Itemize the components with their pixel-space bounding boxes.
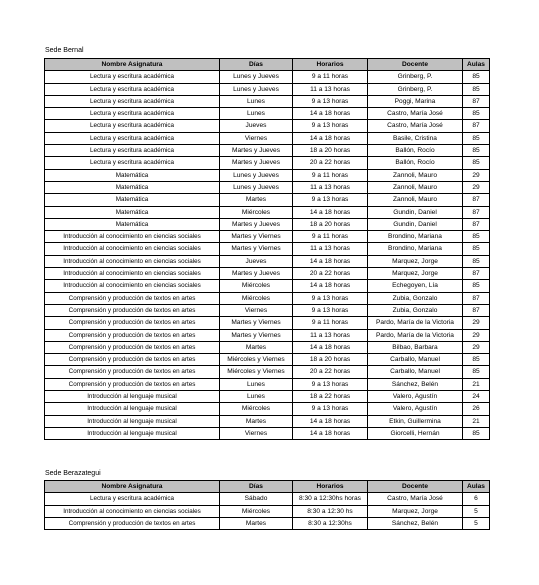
cell-schedule: 8:30 a 12:30 hs (293, 505, 368, 517)
cell-subject: Introducción al conocimiento en ciencias sociales (45, 280, 220, 292)
cell-schedule: 18 a 22 horas (293, 391, 368, 403)
cell-teacher: Sánchez, Belén (368, 378, 463, 390)
cell-schedule: 20 a 22 horas (293, 268, 368, 280)
cell-subject: Matemática (45, 181, 220, 193)
cell-teacher: Marquez, Jorge (368, 268, 463, 280)
cell-classroom: 85 (463, 145, 490, 157)
cell-subject: Matemática (45, 169, 220, 181)
cell-days: Martes y Viernes (220, 329, 293, 341)
cell-teacher: Zubia, Gonzalo (368, 304, 463, 316)
cell-schedule: 14 a 18 horas (293, 108, 368, 120)
cell-days: Miércoles y Viernes (220, 354, 293, 366)
table-header-row (45, 481, 490, 493)
cell-subject: Comprensión y producción de textos en artes (45, 366, 220, 378)
cell-classroom: 85 (463, 280, 490, 292)
table-row (45, 366, 490, 378)
cell-schedule: 9 a 13 horas (293, 378, 368, 390)
cell-schedule: 8:30 a 12:30hs (293, 517, 368, 529)
cell-subject: Comprensión y producción de textos en artes (45, 317, 220, 329)
cell-days: Martes y Viernes (220, 317, 293, 329)
cell-schedule: 18 a 20 horas (293, 218, 368, 230)
table-row (45, 354, 490, 366)
table-row (45, 132, 490, 144)
cell-subject: Introducción al conocimiento en ciencias sociales (45, 268, 220, 280)
table-row (45, 341, 490, 353)
cell-teacher: Pardo, María de la Victoria (368, 329, 463, 341)
cell-schedule: 11 a 13 horas (293, 243, 368, 255)
cell-teacher: Pardo, María de la Victoria (368, 317, 463, 329)
cell-schedule: 9 a 13 horas (293, 95, 368, 107)
cell-classroom: 85 (463, 255, 490, 267)
table-row (45, 304, 490, 316)
col-header-schedule: Horarios (293, 481, 368, 493)
cell-classroom: 87 (463, 206, 490, 218)
table-row (45, 194, 490, 206)
table-row (45, 218, 490, 230)
cell-days: Martes y Jueves (220, 218, 293, 230)
cell-subject: Lectura y escritura académica (45, 157, 220, 169)
cell-schedule: 14 a 18 horas (293, 132, 368, 144)
cell-days: Jueves (220, 255, 293, 267)
cell-days: Lunes y Jueves (220, 181, 293, 193)
cell-classroom: 26 (463, 403, 490, 415)
table-body (45, 493, 490, 530)
cell-days: Martes y Viernes (220, 231, 293, 243)
table-row (45, 231, 490, 243)
cell-schedule: 9 a 13 horas (293, 304, 368, 316)
cell-subject: Introducción al lenguaje musical (45, 391, 220, 403)
col-header-teacher: Docente (368, 59, 463, 71)
cell-days: Martes y Viernes (220, 243, 293, 255)
cell-days: Viernes (220, 304, 293, 316)
cell-classroom: 85 (463, 157, 490, 169)
cell-schedule: 9 a 13 horas (293, 292, 368, 304)
cell-schedule: 14 a 18 horas (293, 341, 368, 353)
cell-classroom: 87 (463, 120, 490, 132)
table-row (45, 378, 490, 390)
table-row (45, 255, 490, 267)
col-header-days: Días (220, 59, 293, 71)
cell-teacher: Zannoli, Mauro (368, 194, 463, 206)
cell-subject: Matemática (45, 206, 220, 218)
cell-classroom: 85 (463, 231, 490, 243)
cell-teacher: Gundin, Daniel (368, 206, 463, 218)
cell-teacher: Brondino, Mariana (368, 231, 463, 243)
cell-days: Martes (220, 517, 293, 529)
cell-classroom: 29 (463, 329, 490, 341)
cell-classroom: 85 (463, 108, 490, 120)
cell-classroom: 24 (463, 391, 490, 403)
cell-teacher: Zannoli, Mauro (368, 169, 463, 181)
cell-teacher: Sánchez, Belén (368, 517, 463, 529)
cell-teacher: Marquez, Jorge (368, 505, 463, 517)
section-title-bernal: Sede Bernal (45, 47, 84, 54)
table-row (45, 206, 490, 218)
cell-teacher: Valero, Agustín (368, 391, 463, 403)
cell-subject: Introducción al lenguaje musical (45, 415, 220, 427)
cell-schedule: 14 a 18 horas (293, 255, 368, 267)
cell-teacher: Carballo, Manuel (368, 366, 463, 378)
cell-days: Lunes (220, 391, 293, 403)
cell-days: Martes y Jueves (220, 268, 293, 280)
cell-days: Lunes y Jueves (220, 71, 293, 83)
table-row (45, 329, 490, 341)
cell-classroom: 87 (463, 95, 490, 107)
col-header-classroom: Aulas (463, 481, 490, 493)
table-row (45, 280, 490, 292)
cell-classroom: 29 (463, 169, 490, 181)
table-row (45, 403, 490, 415)
cell-days: Lunes y Jueves (220, 169, 293, 181)
table-row (45, 243, 490, 255)
cell-classroom: 85 (463, 71, 490, 83)
cell-classroom: 87 (463, 218, 490, 230)
cell-schedule: 11 a 13 horas (293, 83, 368, 95)
cell-days: Lunes (220, 108, 293, 120)
table-row (45, 169, 490, 181)
cell-days: Miércoles (220, 206, 293, 218)
cell-schedule: 14 a 18 horas (293, 206, 368, 218)
cell-schedule: 11 a 13 horas (293, 329, 368, 341)
cell-teacher: Etkin, Guillermina (368, 415, 463, 427)
cell-subject: Lectura y escritura académica (45, 132, 220, 144)
cell-subject: Lectura y escritura académica (45, 108, 220, 120)
cell-classroom: 85 (463, 354, 490, 366)
cell-classroom: 6 (463, 493, 490, 505)
cell-teacher: Castro, María José (368, 108, 463, 120)
cell-schedule: 14 a 18 horas (293, 427, 368, 439)
table-row (45, 317, 490, 329)
cell-subject: Comprensión y producción de textos en artes (45, 329, 220, 341)
cell-teacher: Zubia, Gonzalo (368, 292, 463, 304)
cell-teacher: Bilbao, Barbara (368, 341, 463, 353)
cell-classroom: 87 (463, 268, 490, 280)
cell-classroom: 29 (463, 341, 490, 353)
cell-days: Miércoles (220, 292, 293, 304)
cell-classroom: 85 (463, 427, 490, 439)
schedule-table-berazategui (44, 480, 490, 530)
table-row (45, 83, 490, 95)
cell-classroom: 5 (463, 517, 490, 529)
cell-days: Martes (220, 415, 293, 427)
cell-days: Lunes (220, 378, 293, 390)
cell-teacher: Carballo, Manuel (368, 354, 463, 366)
cell-subject: Lectura y escritura académica (45, 145, 220, 157)
cell-subject: Comprensión y producción de textos en artes (45, 517, 220, 529)
cell-schedule: 18 a 20 horas (293, 354, 368, 366)
cell-days: Sábado (220, 493, 293, 505)
section-title-berazategui: Sede Berazategui (45, 470, 101, 477)
cell-subject: Comprensión y producción de textos en artes (45, 341, 220, 353)
cell-subject: Lectura y escritura académica (45, 120, 220, 132)
cell-teacher: Castro, María José (368, 493, 463, 505)
cell-days: Miércoles (220, 280, 293, 292)
cell-days: Viernes (220, 427, 293, 439)
cell-teacher: Basile, Cristina (368, 132, 463, 144)
cell-subject: Comprensión y producción de textos en artes (45, 354, 220, 366)
cell-schedule: 9 a 11 horas (293, 231, 368, 243)
table-row (45, 391, 490, 403)
cell-teacher: Ballón, Rocío (368, 157, 463, 169)
cell-teacher: Giorcelli, Hernán (368, 427, 463, 439)
table-row (45, 181, 490, 193)
cell-subject: Lectura y escritura académica (45, 95, 220, 107)
schedule-table-bernal (44, 58, 490, 440)
cell-teacher: Marquez, Jorge (368, 255, 463, 267)
table-body (45, 71, 490, 440)
cell-schedule: 9 a 13 horas (293, 120, 368, 132)
cell-subject: Comprensión y producción de textos en artes (45, 304, 220, 316)
cell-teacher: Castro, María José (368, 120, 463, 132)
cell-subject: Matemática (45, 194, 220, 206)
cell-subject: Matemática (45, 218, 220, 230)
table-row (45, 427, 490, 439)
cell-classroom: 87 (463, 304, 490, 316)
cell-days: Miércoles y Viernes (220, 366, 293, 378)
cell-classroom: 85 (463, 366, 490, 378)
table-row (45, 505, 490, 517)
cell-schedule: 9 a 11 horas (293, 317, 368, 329)
cell-days: Viernes (220, 132, 293, 144)
cell-days: Lunes (220, 95, 293, 107)
cell-subject: Introducción al conocimiento en ciencias sociales (45, 243, 220, 255)
cell-subject: Lectura y escritura académica (45, 493, 220, 505)
cell-schedule: 11 a 13 horas (293, 181, 368, 193)
table-row (45, 108, 490, 120)
cell-schedule: 18 a 20 horas (293, 145, 368, 157)
cell-classroom: 29 (463, 181, 490, 193)
cell-schedule: 9 a 11 horas (293, 71, 368, 83)
cell-teacher: Ballón, Rocío (368, 145, 463, 157)
col-header-teacher: Docente (368, 481, 463, 493)
cell-teacher: Gundin, Daniel (368, 218, 463, 230)
table-row (45, 145, 490, 157)
cell-teacher: Grinberg, P. (368, 71, 463, 83)
cell-classroom: 21 (463, 415, 490, 427)
cell-schedule: 9 a 13 horas (293, 194, 368, 206)
cell-classroom: 87 (463, 292, 490, 304)
cell-schedule: 9 a 11 horas (293, 169, 368, 181)
cell-teacher: Zannoli, Mauro (368, 181, 463, 193)
table-row (45, 95, 490, 107)
cell-subject: Comprensión y producción de textos en artes (45, 292, 220, 304)
cell-classroom: 85 (463, 243, 490, 255)
cell-classroom: 21 (463, 378, 490, 390)
cell-days: Miércoles (220, 505, 293, 517)
cell-subject: Introducción al lenguaje musical (45, 427, 220, 439)
cell-days: Martes (220, 341, 293, 353)
table-header-row (45, 59, 490, 71)
col-header-subject: Nombre Asignatura (45, 59, 220, 71)
cell-schedule: 20 a 22 horas (293, 366, 368, 378)
cell-schedule: 9 a 13 horas (293, 403, 368, 415)
cell-days: Jueves (220, 120, 293, 132)
cell-classroom: 29 (463, 317, 490, 329)
cell-subject: Lectura y escritura académica (45, 83, 220, 95)
cell-classroom: 87 (463, 194, 490, 206)
table-row (45, 493, 490, 505)
table-row (45, 415, 490, 427)
table-row (45, 292, 490, 304)
table-row (45, 517, 490, 529)
col-header-classroom: Aulas (463, 59, 490, 71)
cell-teacher: Grinberg, P. (368, 83, 463, 95)
cell-days: Martes y Jueves (220, 157, 293, 169)
cell-subject: Introducción al conocimiento en ciencias sociales (45, 255, 220, 267)
cell-teacher: Valero, Agustín (368, 403, 463, 415)
cell-classroom: 85 (463, 83, 490, 95)
cell-schedule: 20 a 22 horas (293, 157, 368, 169)
col-header-subject: Nombre Asignatura (45, 481, 220, 493)
cell-subject: Introducción al conocimiento en ciencias sociales (45, 231, 220, 243)
col-header-days: Días (220, 481, 293, 493)
cell-subject: Introducción al conocimiento en ciencias sociales (45, 505, 220, 517)
table-row (45, 157, 490, 169)
cell-subject: Introducción al lenguaje musical (45, 403, 220, 415)
cell-schedule: 14 a 18 horas (293, 415, 368, 427)
cell-days: Lunes y Jueves (220, 83, 293, 95)
cell-classroom: 5 (463, 505, 490, 517)
col-header-schedule: Horarios (293, 59, 368, 71)
cell-classroom: 85 (463, 132, 490, 144)
cell-days: Martes y Jueves (220, 145, 293, 157)
cell-subject: Comprensión y producción de textos en artes (45, 378, 220, 390)
cell-subject: Lectura y escritura académica (45, 71, 220, 83)
cell-schedule: 8:30 a 12:30hs horas (293, 493, 368, 505)
cell-days: Martes (220, 194, 293, 206)
cell-teacher: Poggi, Marina (368, 95, 463, 107)
table-row (45, 268, 490, 280)
table-row (45, 120, 490, 132)
cell-schedule: 14 a 18 horas (293, 280, 368, 292)
table-row (45, 71, 490, 83)
cell-teacher: Brondino, Mariana (368, 243, 463, 255)
cell-teacher: Echegoyen, Lía (368, 280, 463, 292)
cell-days: Miércoles (220, 403, 293, 415)
